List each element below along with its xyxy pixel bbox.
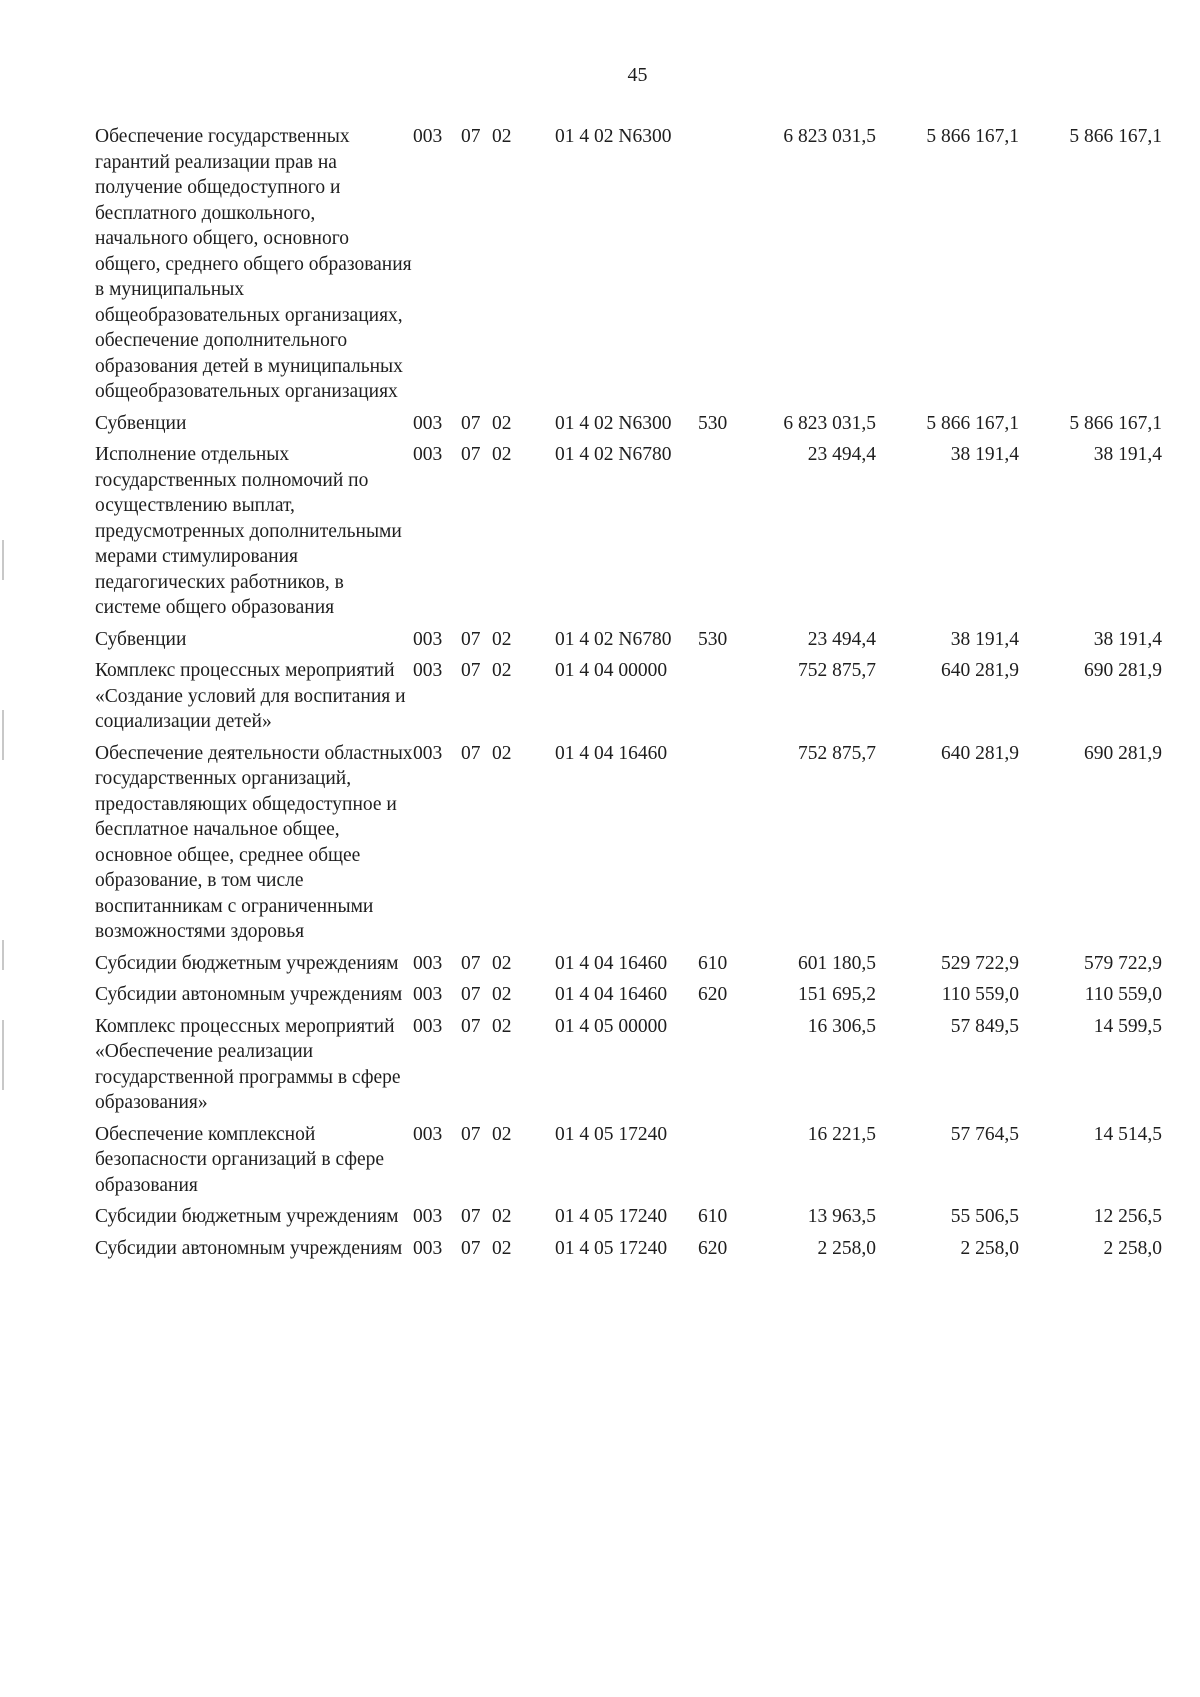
section-code-cell: 07: [461, 628, 481, 650]
item-name-cell: Обеспечение государственных гарантий реализации прав на получение общедоступного и бесплатного дошкольного, начального общего, основного общего, среднего общего образования в муниципальных общеобразовательных организациях, обеспечение дополнительного образования детей в муниципальных общеобразовательных организациях: [95, 126, 412, 402]
table-row: [95, 1236, 1175, 1262]
section-code-cell: 07: [461, 444, 481, 465]
amount-year-1-cell: 2 258,0: [817, 1237, 876, 1259]
target-article-cell: 01 4 05 17240: [555, 1237, 668, 1259]
subsection-code-cell: 02: [492, 1206, 512, 1227]
amount-year-3-cell: 690 281,9: [1084, 742, 1162, 764]
table-row: [95, 1204, 1175, 1230]
target-article-cell: 01 4 05 00000: [555, 1015, 668, 1037]
page-number: 45: [627, 64, 648, 86]
expense-type-cell: 620: [698, 1237, 728, 1259]
scan-artifacts: [2, 540, 12, 1100]
subsection-code-cell: 02: [492, 444, 512, 465]
amount-year-3-cell: 5 866 167,1: [1069, 412, 1162, 434]
amount-year-2-cell: 55 506,5: [950, 1206, 1019, 1227]
expense-type-cell: 620: [698, 984, 728, 1005]
expense-type-cell: 530: [698, 412, 728, 434]
amount-year-1-cell: 16 221,5: [807, 1123, 876, 1145]
section-code-cell: 07: [461, 952, 481, 974]
amount-year-3-cell: 690 281,9: [1084, 660, 1162, 681]
item-name-cell: Обеспечение деятельности областных государственных организаций, предоставляющих общедоступное и бесплатное начальное общее, основное общее, среднее общее образование, в том числе воспитанникам с ограниченными возможностями здоровья: [95, 742, 413, 942]
table-row: [95, 124, 1175, 405]
target-article-cell: 01 4 05 17240: [555, 1206, 668, 1227]
target-article-cell: 01 4 04 16460: [555, 984, 668, 1005]
item-name-cell: Субвенции: [95, 412, 187, 434]
ministry-code-cell: 003: [413, 126, 443, 147]
section-code-cell: 07: [461, 1237, 481, 1259]
target-article-cell: 01 4 04 16460: [555, 952, 668, 974]
amount-year-3-cell: 579 722,9: [1084, 952, 1162, 974]
amount-year-1-cell: 6 823 031,5: [783, 412, 876, 434]
amount-year-2-cell: 2 258,0: [960, 1237, 1019, 1259]
subsection-code-cell: 02: [492, 984, 512, 1005]
expense-type-cell: 530: [698, 628, 728, 650]
expense-type-cell: 610: [698, 952, 728, 974]
table-row: [95, 741, 1175, 945]
target-article-cell: 01 4 02 N6780: [555, 444, 672, 465]
target-article-cell: 01 4 04 00000: [555, 660, 668, 681]
target-article-cell: 01 4 02 N6300: [555, 412, 672, 434]
amount-year-2-cell: 5 866 167,1: [926, 412, 1019, 434]
amount-year-1-cell: 23 494,4: [807, 628, 876, 650]
ministry-code-cell: 003: [413, 952, 443, 974]
item-name-cell: Субсидии автономным учреждениям: [95, 1237, 403, 1259]
amount-year-2-cell: 640 281,9: [941, 660, 1019, 681]
subsection-code-cell: 02: [492, 126, 512, 147]
subsection-code-cell: 02: [492, 1015, 512, 1037]
amount-year-2-cell: 640 281,9: [941, 742, 1019, 764]
amount-year-1-cell: 23 494,4: [807, 444, 876, 465]
table-row: [95, 627, 1175, 653]
item-name-cell: Субсидии бюджетным учреждениям: [95, 952, 399, 974]
table-row: [95, 1122, 1175, 1199]
item-name-cell: Исполнение отдельных государственных полномочий по осуществлению выплат, предусмотренных дополнительными мерами стимулирования педагогических работников, в системе общего образования: [95, 444, 402, 618]
ministry-code-cell: 003: [413, 412, 443, 434]
section-code-cell: 07: [461, 660, 481, 681]
target-article-cell: 01 4 02 N6780: [555, 628, 672, 650]
target-article-cell: 01 4 05 17240: [555, 1123, 668, 1145]
table-row: [95, 442, 1175, 621]
target-article-cell: 01 4 04 16460: [555, 742, 668, 764]
subsection-code-cell: 02: [492, 742, 512, 764]
subsection-code-cell: 02: [492, 1123, 512, 1145]
ministry-code-cell: 003: [413, 444, 443, 465]
amount-year-1-cell: 16 306,5: [807, 1015, 876, 1037]
subsection-code-cell: 02: [492, 412, 512, 434]
amount-year-3-cell: 38 191,4: [1093, 444, 1162, 465]
ministry-code-cell: 003: [413, 742, 443, 764]
item-name-cell: Субсидии автономным учреждениям: [95, 984, 403, 1005]
amount-year-3-cell: 14 599,5: [1093, 1015, 1162, 1037]
ministry-code-cell: 003: [413, 1015, 443, 1037]
item-name-cell: Комплекс процессных мероприятий «Обеспечение реализации государственной программы в сфере образования»: [95, 1015, 401, 1113]
ministry-code-cell: 003: [413, 1123, 443, 1145]
amount-year-2-cell: 57 764,5: [950, 1123, 1019, 1145]
amount-year-3-cell: 14 514,5: [1093, 1123, 1162, 1145]
section-code-cell: 07: [461, 1206, 481, 1227]
amount-year-2-cell: 529 722,9: [941, 952, 1019, 974]
subsection-code-cell: 02: [492, 628, 512, 650]
table-row: [95, 658, 1175, 735]
ministry-code-cell: 003: [413, 1206, 443, 1227]
section-code-cell: 07: [461, 126, 481, 147]
section-code-cell: 07: [461, 742, 481, 764]
amount-year-3-cell: 5 866 167,1: [1069, 126, 1162, 147]
table-row: [95, 951, 1175, 977]
item-name-cell: Субсидии бюджетным учреждениям: [95, 1206, 399, 1227]
amount-year-2-cell: 57 849,5: [950, 1015, 1019, 1037]
amount-year-1-cell: 752 875,7: [798, 742, 876, 764]
target-article-cell: 01 4 02 N6300: [555, 126, 672, 147]
amount-year-1-cell: 752 875,7: [798, 660, 876, 681]
ministry-code-cell: 003: [413, 1237, 443, 1259]
section-code-cell: 07: [461, 984, 481, 1005]
section-code-cell: 07: [461, 412, 481, 434]
table-row: [95, 982, 1175, 1008]
amount-year-2-cell: 38 191,4: [950, 628, 1019, 650]
ministry-code-cell: 003: [413, 984, 443, 1005]
subsection-code-cell: 02: [492, 952, 512, 974]
amount-year-3-cell: 110 559,0: [1084, 984, 1162, 1005]
amount-year-3-cell: 2 258,0: [1103, 1237, 1162, 1259]
section-code-cell: 07: [461, 1123, 481, 1145]
table-row: [95, 411, 1175, 437]
item-name-cell: Комплекс процессных мероприятий «Создание условий для воспитания и социализации детей»: [95, 660, 406, 732]
expense-type-cell: 610: [698, 1206, 728, 1227]
amount-year-2-cell: 110 559,0: [941, 984, 1019, 1005]
amount-year-1-cell: 6 823 031,5: [783, 126, 876, 147]
ministry-code-cell: 003: [413, 660, 443, 681]
amount-year-3-cell: 12 256,5: [1093, 1206, 1162, 1227]
amount-year-3-cell: 38 191,4: [1093, 628, 1162, 650]
subsection-code-cell: 02: [492, 1237, 512, 1259]
subsection-code-cell: 02: [492, 660, 512, 681]
amount-year-1-cell: 13 963,5: [807, 1206, 876, 1227]
budget-table: [95, 124, 1175, 1261]
amount-year-2-cell: 5 866 167,1: [926, 126, 1019, 147]
item-name-cell: Субвенции: [95, 628, 187, 650]
section-code-cell: 07: [461, 1015, 481, 1037]
amount-year-1-cell: 151 695,2: [798, 984, 876, 1005]
ministry-code-cell: 003: [413, 628, 443, 650]
amount-year-1-cell: 601 180,5: [798, 952, 876, 974]
table-row: [95, 1014, 1175, 1116]
item-name-cell: Обеспечение комплексной безопасности организаций в сфере образования: [95, 1123, 385, 1196]
amount-year-2-cell: 38 191,4: [950, 444, 1019, 465]
